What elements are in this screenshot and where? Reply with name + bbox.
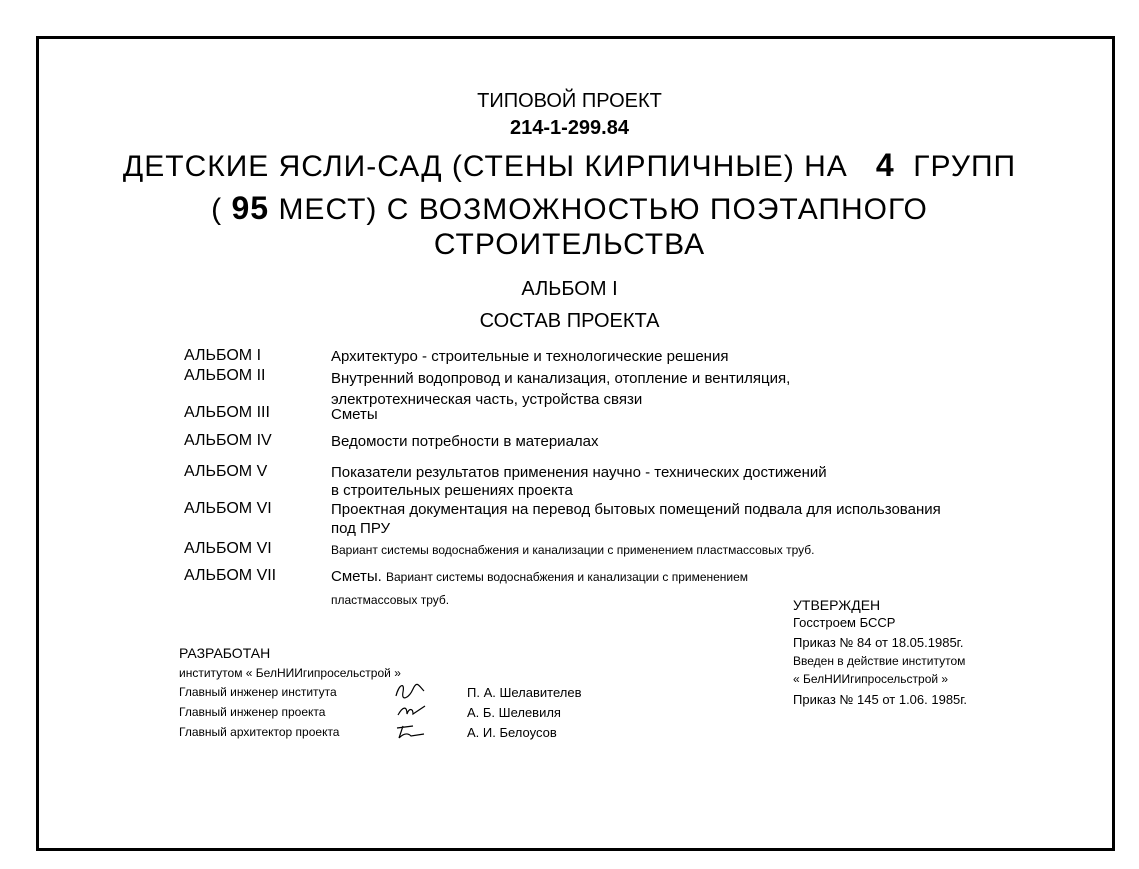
album-desc-bold: Сметы. — [331, 568, 382, 585]
album-desc: Внутренний водопровод и канализация, отопление и вентиляция, — [331, 370, 791, 387]
approved-institute: « БелНИИгипросельстрой » — [793, 672, 949, 686]
album-key: АЛЬБОМ I — [184, 347, 262, 364]
album-desc: Сметы — [331, 406, 378, 423]
title-text-2: МЕСТ) С ВОЗМОЖНОСТЬЮ ПОЭТАПНОГО — [278, 193, 928, 226]
album-desc: Архитектуро - строительные и технологические решения — [331, 348, 729, 365]
project-type: ТИПОВОЙ ПРОЕКТ — [477, 90, 662, 112]
section-title: СОСТАВ ПРОЕКТА — [479, 310, 660, 332]
album-number: АЛЬБОМ I — [521, 278, 618, 300]
project-code: 214-1-299.84 — [510, 117, 629, 139]
approved-order-1: Приказ № 84 от 18.05.1985г. — [793, 635, 964, 650]
groups-word: ГРУПП — [913, 150, 1017, 183]
album-desc — [331, 568, 748, 585]
title-line-3: СТРОИТЕЛЬСТВА — [433, 228, 706, 261]
title-line-1 — [0, 147, 1139, 184]
person-name: А. И. Белоусов — [467, 725, 557, 740]
title-line-2 — [0, 190, 1139, 227]
places-number: 95 — [231, 190, 270, 226]
album-desc-cont: пластмассовых труб. — [331, 593, 450, 607]
album-key: АЛЬБОМ V — [184, 463, 268, 480]
approved-by: Госстроем БССР — [793, 615, 896, 630]
album-key: АЛЬБОМ II — [184, 367, 266, 384]
role-label: Главный инженер проекта — [179, 705, 326, 719]
album-desc: Ведомости потребности в материалах — [331, 433, 599, 450]
album-key: АЛЬБОМ IV — [184, 432, 272, 449]
title-text-1: ДЕТСКИЕ ЯСЛИ-САД (СТЕНЫ КИРПИЧНЫЕ) НА — [122, 150, 848, 183]
approved-enacted: Введен в действие институтом — [793, 654, 966, 668]
signature-image — [393, 720, 427, 742]
person-name: А. Б. Шелевиля — [467, 705, 561, 720]
open-paren: ( — [211, 193, 223, 226]
album-desc-cont: под ПРУ — [331, 520, 391, 537]
album-desc-rest: Вариант системы водоснабжения и канализации с применением — [385, 570, 749, 584]
role-label: Главный инженер института — [179, 685, 337, 699]
signature-image — [395, 700, 429, 722]
signature-image — [393, 680, 427, 702]
developed-heading: РАЗРАБОТАН — [179, 645, 271, 661]
album-desc-cont: в строительных решениях проекта — [331, 482, 573, 499]
album-desc: Показатели результатов применения научно - технических достижений — [331, 464, 827, 481]
album-key: АЛЬБОМ VI — [184, 540, 272, 557]
groups-number: 4 — [875, 147, 895, 183]
album-desc: Проектная документация на перевод бытовых помещений подвала для использования — [331, 501, 941, 518]
approved-heading: УТВЕРЖДЕН — [793, 597, 881, 613]
album-key: АЛЬБОМ VI — [184, 500, 272, 517]
album-desc: Вариант системы водоснабжения и канализации с применением пластмассовых труб. — [331, 543, 815, 557]
person-name: П. А. Шелавителев — [467, 685, 582, 700]
role-label: Главный архитектор проекта — [179, 725, 340, 739]
approved-order-2: Приказ № 145 от 1.06. 1985г. — [793, 692, 968, 707]
album-key: АЛЬБОМ VII — [184, 567, 277, 584]
album-desc-cont: электротехническая часть, устройства связи — [331, 391, 643, 408]
album-key: АЛЬБОМ III — [184, 404, 270, 421]
developed-institute: институтом « БелНИИгипросельстрой » — [179, 666, 401, 680]
